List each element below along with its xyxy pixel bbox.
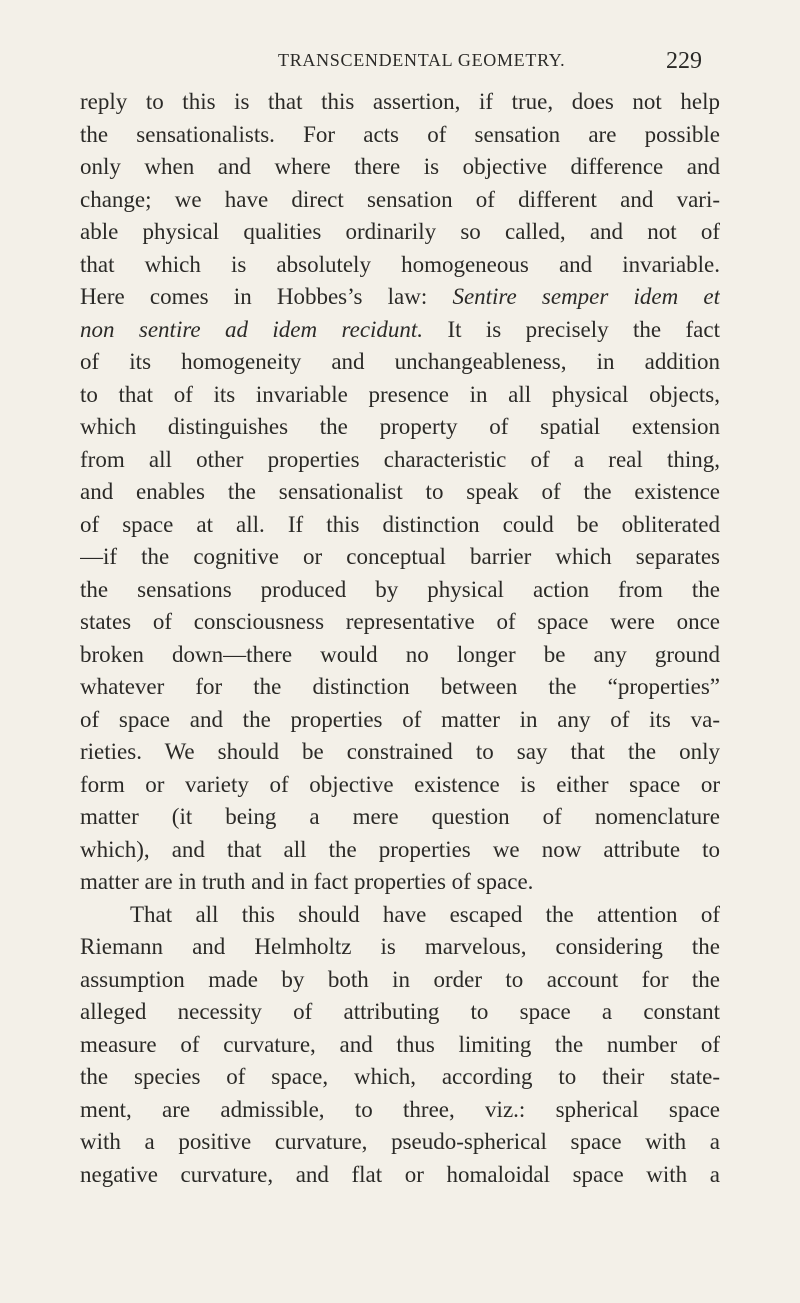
text-line: That all this should have escaped the attention of <box>130 901 720 927</box>
text-line: form or variety of objective existence is either space or <box>80 771 720 797</box>
latin-quote: Sentire semper idem et <box>452 284 720 309</box>
text-line <box>80 281 720 314</box>
text-line: to that of its invariable presence in all physical objects, <box>80 381 720 407</box>
page-number: 229 <box>666 48 702 74</box>
text-line: matter (it being a mere question of nomenclature <box>80 804 720 829</box>
text-line <box>80 314 720 347</box>
text-line: able physical qualities ordinarily so called, and not of <box>80 219 720 244</box>
text-line: of space at all. If this distinction could be obliterated <box>80 511 720 537</box>
text-line: of its homogeneity and unchangeableness, in addition <box>80 349 720 374</box>
text-line: which), and that all the properties we now attribute to <box>80 836 720 862</box>
text-line: negative curvature, and flat or homaloidal space with a <box>80 1161 720 1187</box>
text-fragment: Here comes in Hobbes’s law: <box>80 284 453 309</box>
page-header <box>80 48 720 80</box>
text-line: —if the cognitive or conceptual barrier which separates <box>80 544 720 569</box>
text-line: from all other properties characteristic of a real thing, <box>80 446 720 472</box>
text-line: change; we have direct sensation of different and vari- <box>80 186 720 212</box>
text-line: assumption made by both in order to account for the <box>80 966 720 992</box>
text-line: of space and the properties of matter in any of its va- <box>80 706 720 732</box>
text-line: the sensationalists. For acts of sensation are possible <box>80 121 720 147</box>
running-head: TRANSCENDENTAL GEOMETRY. <box>278 50 566 70</box>
body-text <box>80 86 720 1191</box>
text-line: ment, are admissible, to three, viz.: spherical space <box>80 1096 720 1122</box>
text-fragment: It is precisely the fact <box>423 316 720 342</box>
text-line: that which is absolutely homogeneous and invariable. <box>80 251 720 277</box>
text-line: which distinguishes the property of spatial extension <box>80 414 720 439</box>
text-line: whatever for the distinction between the “properties” <box>80 674 720 699</box>
text-line: rieties. We should be constrained to say that the only <box>80 739 720 764</box>
text-line: reply to this is that this assertion, if true, does not help <box>80 89 720 114</box>
text-line: alleged necessity of attributing to space a constant <box>80 999 720 1024</box>
text-line: the species of space, which, according to their state- <box>80 1064 720 1089</box>
text-line: measure of curvature, and thus limiting the number of <box>80 1031 720 1057</box>
text-line: the sensations produced by physical action from the <box>80 576 720 602</box>
text-line: matter are in truth and in fact properties of space. <box>80 869 534 894</box>
text-line: with a positive curvature, pseudo-spherical space with a <box>80 1129 720 1154</box>
text-line: and enables the sensationalist to speak of the existence <box>80 479 720 504</box>
latin-quote: non sentire ad idem recidunt. <box>80 316 424 342</box>
text-line: Riemann and Helmholtz is marvelous, considering the <box>80 934 720 959</box>
text-line: broken down—there would no longer be any ground <box>80 641 720 667</box>
text-line: states of consciousness representative of space were once <box>80 609 720 634</box>
text-line: only when and where there is objective difference and <box>80 154 720 179</box>
